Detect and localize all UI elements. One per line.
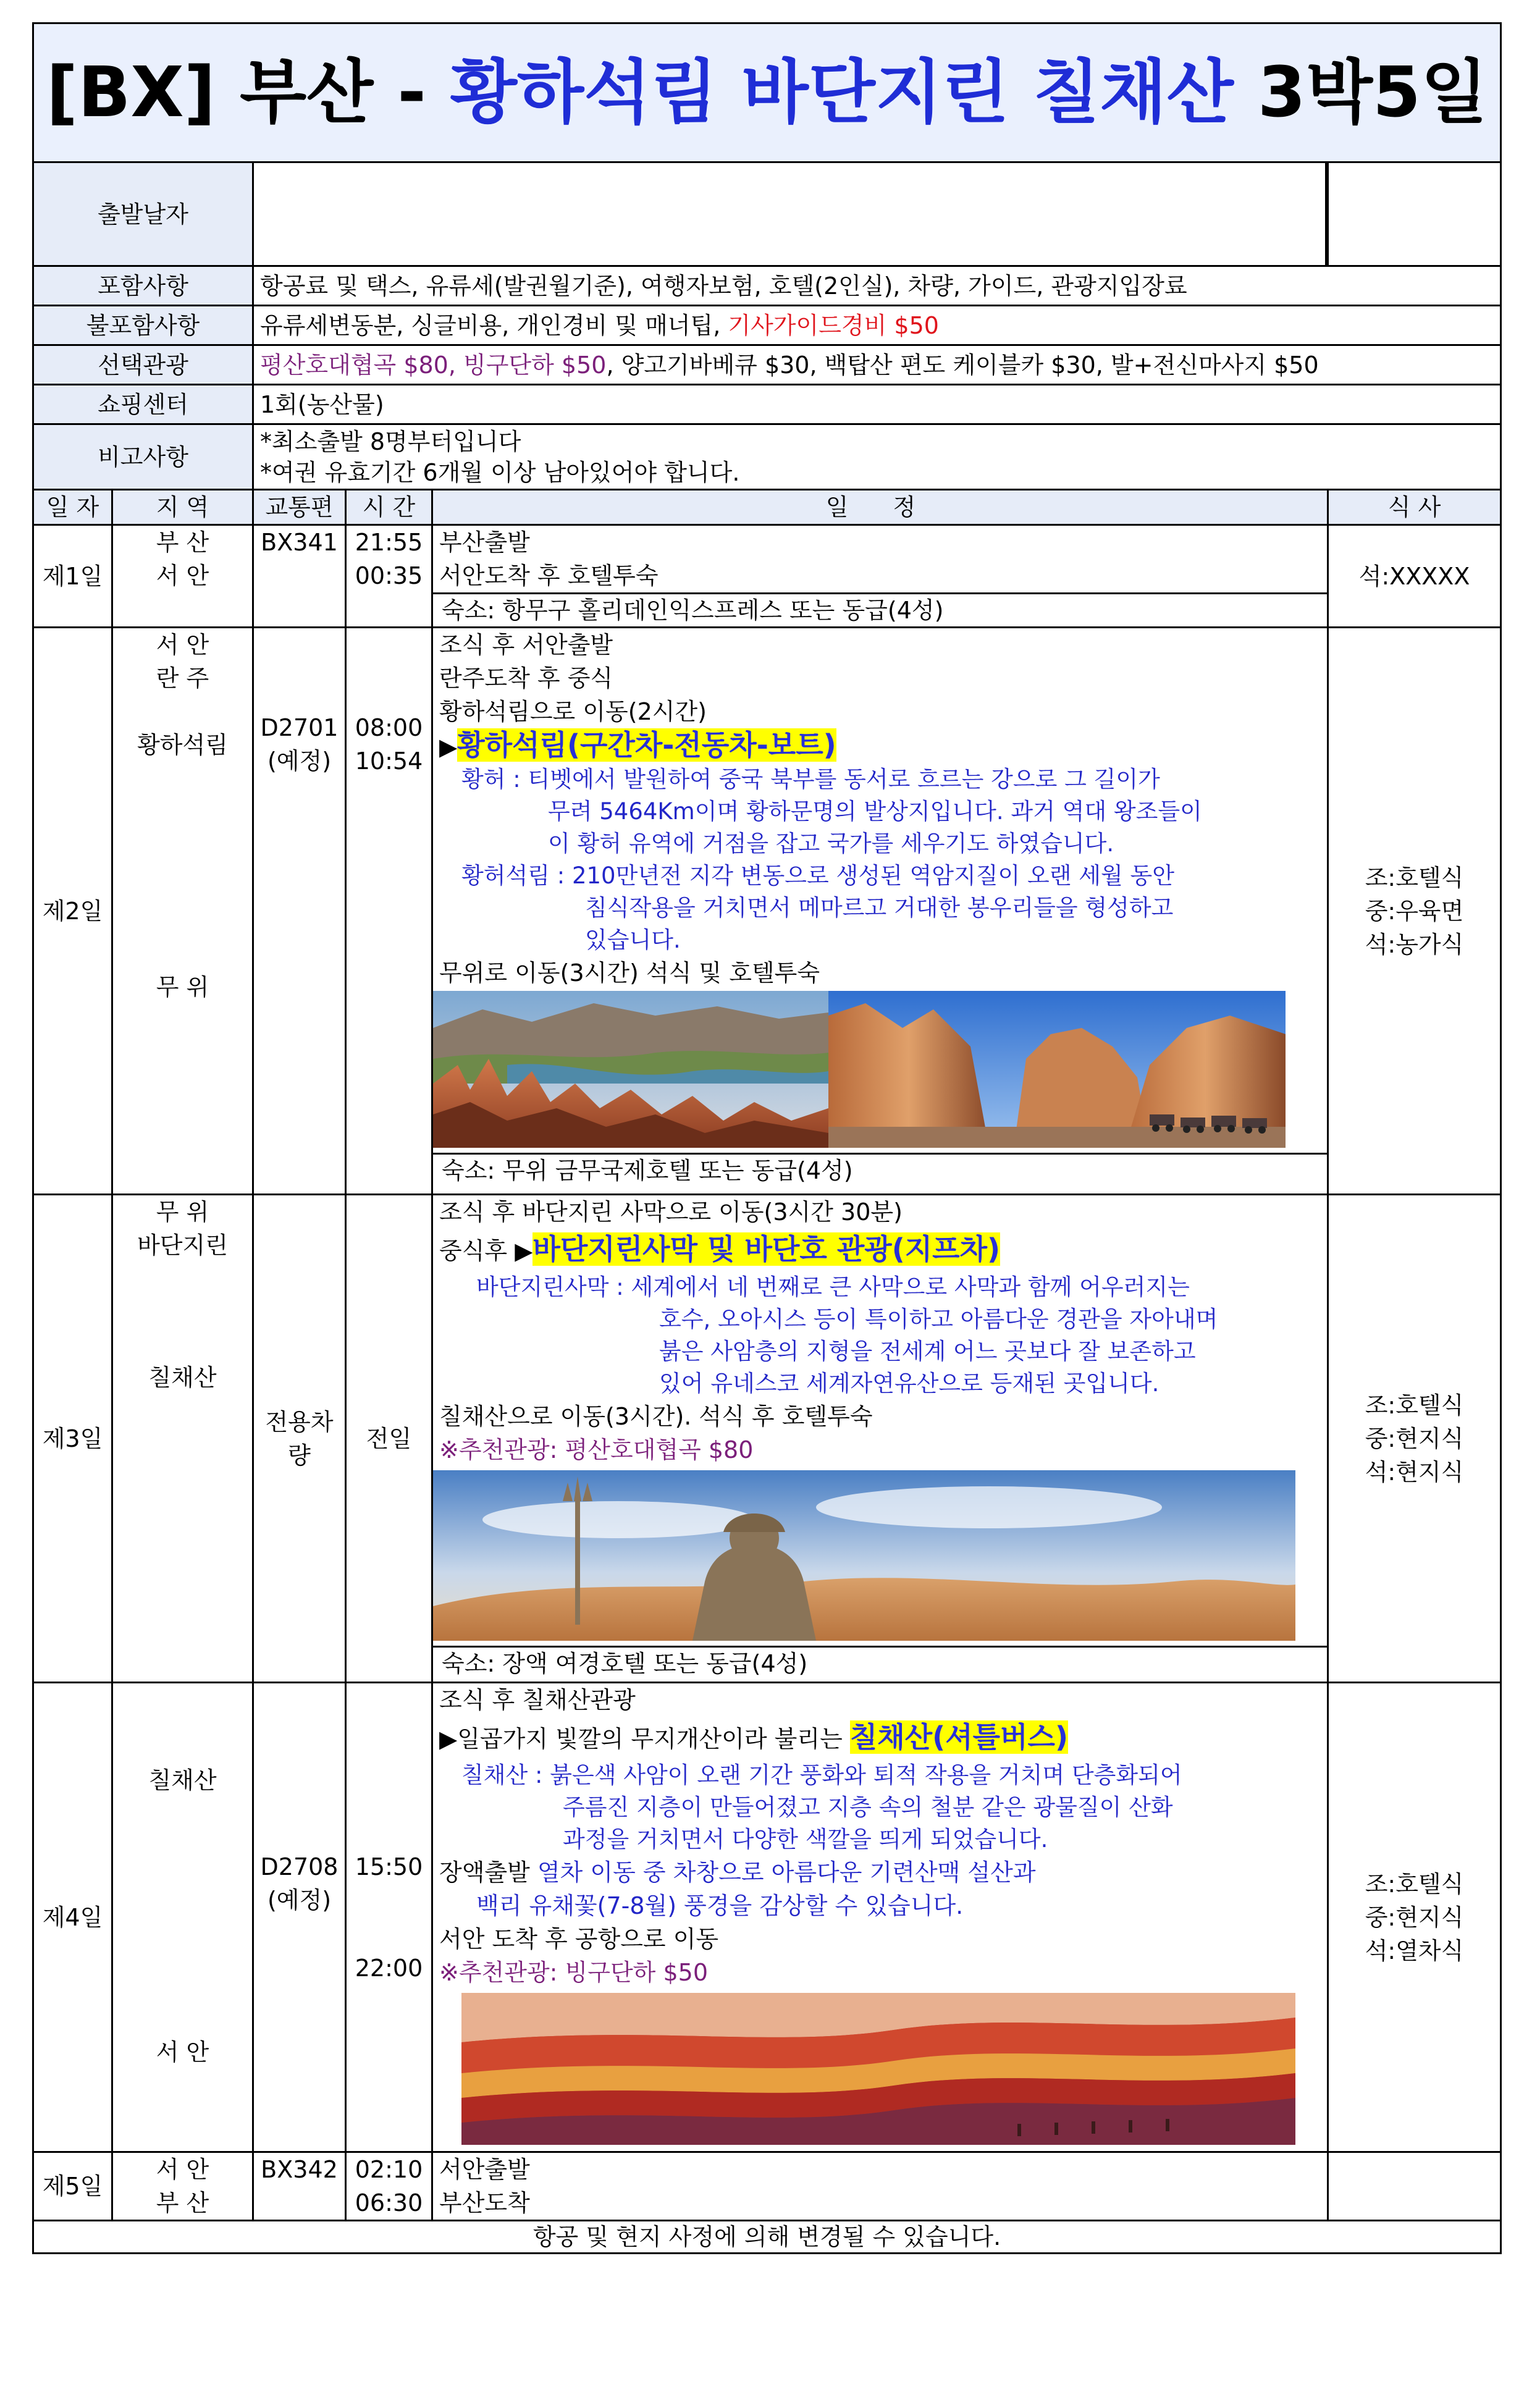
page-title: [BX] 부산 - 황하석림 바단지린 칠채산 3박5일 xyxy=(33,23,1501,162)
option-label: 선택관광 xyxy=(33,345,253,385)
day1-meal: 석:XXXXX xyxy=(1328,525,1501,628)
day2-times: 08:00 10:54 xyxy=(346,628,432,1195)
day4-transport: D2708 (예정) xyxy=(253,1683,346,2152)
day4-photo-wrap xyxy=(461,1993,1321,2145)
header-time: 시 간 xyxy=(346,490,432,525)
day5-times: 02:10 06:30 xyxy=(346,2152,432,2221)
day3-transport: 전용차량 xyxy=(253,1195,346,1683)
day1-times: 21:55 00:35 xyxy=(346,525,432,628)
shopping-value: 1회(농산물) xyxy=(253,385,1501,424)
day2-schedule: 조식 후 서안출발 란주도착 후 중식 황하석림으로 이동(2시간) ▶황하석림(구간차-전동차-보트) 황허 : 티벳에서 발원하여 중국 북부를 동서로 흐르는 강으로 그 길이가 무려 5464Km이며 황하문명의 발상지입니다. 과거 역대 왕조들이 이 황허 유역에 거점을 잡고 국가를 세우기도 하였습니다. 황허석림 : 210만년전 지각 변동으로 생성된 역암지질이 오랜 세월 동안 침식작용을 거치면서 메마르고 거대한 봉우리들을 형성하고 있습니다. 무위로 이동(3시간) 석식 및 호텔투숙 숙소: 무위 금무국제호텔 또는 동급(4성) xyxy=(432,628,1328,1195)
day2-transport: D2701 (예정) xyxy=(253,628,346,1195)
include-label: 포함사항 xyxy=(33,266,253,306)
day2-photos xyxy=(433,991,1321,1148)
day4-times: 15:50 22:00 xyxy=(346,1683,432,2152)
day3-photo-wrap xyxy=(433,1470,1321,1641)
depart-date-field[interactable] xyxy=(253,162,1328,266)
header-transport: 교통편 xyxy=(253,490,346,525)
day3-row xyxy=(33,1195,1501,1683)
option-value: 평산호대협곡 $80, 빙구단하 $50, 양고기바베큐 $30, 백탑산 편도 케이블카 $30, 발+전신마사지 $50 xyxy=(253,345,1501,385)
day5-schedule: 서안출발 부산도착 xyxy=(432,2152,1328,2221)
header-day: 일 자 xyxy=(33,490,112,525)
day3-schedule: 조식 후 바단지린 사막으로 이동(3시간 30분) 중식후 ▶바단지린사막 및 바단호 관광(지프차) 바단지린사막 : 세계에서 네 번째로 큰 사막으로 사막과 함께 어우러지는 호수, 오아시스 등이 특이하고 아름다운 경관을 자아내며 붉은 사암층의 지형을 전세계 어느 곳보다 잘 보존하고 있어 유네스코 세계자연유산으로 등재된 곳입니다. 칠채산으로 이동(3시간). 석식 후 호텔투숙 ※추천관광: 평산호대협곡 $80 숙소: 장액 여경호텔 또는 동급(4성) xyxy=(432,1195,1328,1683)
note-label: 비고사항 xyxy=(33,424,253,490)
exclude-label: 불포함사항 xyxy=(33,306,253,345)
day5-label: 제5일 xyxy=(33,2152,112,2221)
day1-row xyxy=(33,525,1501,628)
day4-schedule: 조식 후 칠채산관광 ▶일곱가지 빛깔의 무지개산이라 불리는 칠채산(셔틀버스) 칠채산 : 붉은색 사암이 오랜 기간 풍화와 퇴적 작용을 거치며 단층화되어 주름진 지층이 만들어졌고 지층 속의 철분 같은 광물질이 산화 과정을 거치면서 다양한 색깔을 띄게 되었습니다. 장액출발 열차 이동 중 차창으로 아름다운 기련산맥 설산과 백리 유채꽃(7-8월) 풍경을 감상할 수 있습니다. 서안 도착 후 공항으로 이동 ※추천관광: 빙구단하 $50 xyxy=(432,1683,1328,2152)
rainbow-mountains-photo xyxy=(461,1993,1295,2145)
day2-meals: 조:호텔식 중:우육면 석:농가식 xyxy=(1328,628,1501,1195)
day5-transport: BX342 xyxy=(253,2152,346,2221)
day1-schedule: 부산출발 서안도착 후 호텔투숙 숙소: 항무구 홀리데인익스프레스 또는 동급(4성) xyxy=(432,525,1328,628)
note-value: *최소출발 8명부터입니다 *여권 유효기간 6개월 이상 남아있어야 합니다. xyxy=(253,424,1501,490)
day3-lodging: 숙소: 장액 여경호텔 또는 동급(4성) xyxy=(433,1646,1327,1680)
arrow-icon: ▶ xyxy=(439,733,458,760)
day2-regions: 서 안 란 주 황하석림 무 위 xyxy=(112,628,253,1195)
day5-regions: 서 안 부 산 xyxy=(112,2152,253,2221)
day2-label: 제2일 xyxy=(33,628,112,1195)
header-region: 지 역 xyxy=(112,490,253,525)
header-meal: 식 사 xyxy=(1328,490,1501,525)
day4-recommend: ※추천관광: 빙구단하 $50 xyxy=(439,1959,708,1986)
depart-date-label: 출발날자 xyxy=(33,162,253,266)
day4-row xyxy=(33,1683,1501,2152)
day4-meals: 조:호텔식 중:현지식 석:열차식 xyxy=(1328,1683,1501,2152)
day4-label: 제4일 xyxy=(33,1683,112,2152)
day3-recommend: ※추천관광: 평산호대협곡 $80 xyxy=(439,1436,754,1463)
shopping-label: 쇼핑센터 xyxy=(33,385,253,424)
day2-highlight: 황하석림(구간차-전동차-보트) xyxy=(457,728,836,762)
day4-highlight: 칠채산(셔틀버스) xyxy=(849,1720,1068,1754)
depart-date-extra[interactable] xyxy=(1328,162,1501,266)
day3-highlight: 바단지린사막 및 바단호 관광(지프차) xyxy=(532,1232,1001,1266)
day2-row xyxy=(33,628,1501,1195)
day2-lodging: 숙소: 무위 금무국제호텔 또는 동급(4성) xyxy=(433,1153,1327,1187)
canyon-vehicles-photo xyxy=(828,991,1286,1148)
itinerary-sheet xyxy=(32,22,1500,2254)
day1-lodging: 숙소: 항무구 홀리데인익스프레스 또는 동급(4성) xyxy=(433,592,1327,626)
day4-regions: 칠채산 서 안 xyxy=(112,1683,253,2152)
day5-row xyxy=(33,2152,1501,2221)
exclude-value: 유류세변동분, 싱글비용, 개인경비 및 매너팁, 기사가이드경비 $50 xyxy=(253,306,1501,345)
header-schedule: 일 정 xyxy=(432,490,1328,525)
itinerary-table xyxy=(32,22,1502,2254)
day1-transport: BX341 xyxy=(253,525,346,628)
desert-statue-photo xyxy=(433,1470,1295,1641)
day5-meal xyxy=(1328,2152,1501,2221)
include-value: 항공료 및 택스, 유류세(발권월기준), 여행자보험, 호텔(2인실), 차량, 가이드, 관광지입장료 xyxy=(253,266,1501,306)
footer-note: 항공 및 현지 사정에 의해 변경될 수 있습니다. xyxy=(33,2221,1501,2254)
day3-label: 제3일 xyxy=(33,1195,112,1683)
day3-time: 전일 xyxy=(346,1195,432,1683)
day1-label: 제1일 xyxy=(33,525,112,628)
day1-regions: 부 산 서 안 xyxy=(112,525,253,628)
yellow-river-stone-forest-photo xyxy=(433,991,828,1148)
day3-regions: 무 위 바단지린 칠채산 xyxy=(112,1195,253,1683)
day3-meals: 조:호텔식 중:현지식 석:현지식 xyxy=(1328,1195,1501,1683)
